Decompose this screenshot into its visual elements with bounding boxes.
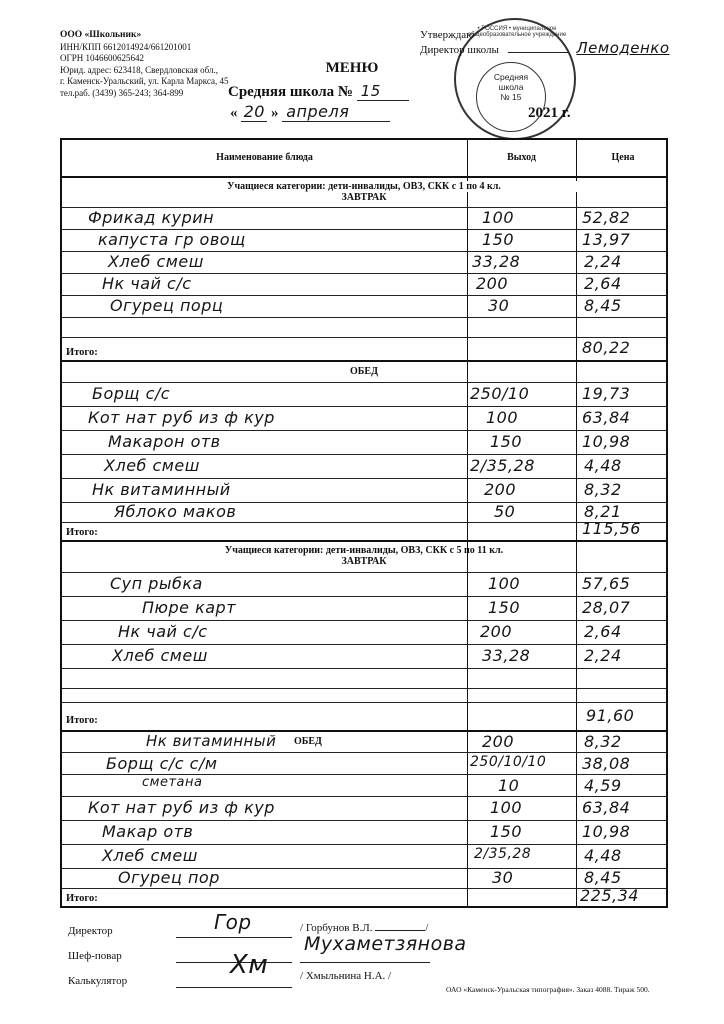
section-meal-lunch-1: ОБЕД [350,366,378,377]
stamp-ring-text: • РОССИЯ • муниципальное общеобразовательное учреждение [467,26,567,38]
calculator-sign-line [176,987,292,988]
dish-name: Нк витаминный [92,480,231,499]
dish-price: 2,24 [584,646,622,665]
director-approval-row [420,39,710,57]
dish-output: 10 [498,776,520,795]
row-divider [62,668,666,669]
row-divider [62,888,666,889]
row-divider [62,572,666,573]
org-ogrn: ОГРН 1046600625642 [60,53,144,63]
approval-block [420,29,710,57]
total-label: Итого: [66,715,98,726]
row-divider [62,317,666,318]
dish-name: Хлеб смеш [104,456,200,475]
director-name: / Горбунов В.Л. / [300,922,429,934]
approve-label: Утверждаю [420,29,475,41]
dish-output: 2/35,28 [474,846,532,862]
dish-price: 8,45 [584,296,622,315]
dish-price: 8,32 [584,732,622,751]
dish-name: Борщ с/с с/м [106,754,218,773]
section-divider [62,540,666,542]
date-open-quote: « [230,105,238,121]
section-divider [62,360,666,362]
dish-output: 100 [486,408,519,427]
row-divider [62,688,666,689]
chef-name-line [300,962,430,963]
dish-output: 200 [482,732,515,751]
org-phone: тел.раб. (3439) 365-243; 364-899 [60,87,184,98]
row-divider [62,844,666,845]
dish-price: 2,64 [584,622,622,641]
row-divider [62,382,666,383]
dish-name: Макарон отв [108,432,221,451]
calculator-name-text: Хмыльнина Н.А. [305,970,386,982]
row-divider [62,796,666,797]
printer-info: ОАО «Каменск-Уральская типография». Заказ 4088. Тираж 500. [446,985,650,994]
row-divider [62,820,666,821]
stamp-line-1: Средняя [493,72,529,82]
dish-output: 30 [488,296,510,315]
column-header-name: Наименование блюда [216,152,313,163]
total-value: 225,34 [580,886,639,905]
dish-name: Яблоко маков [114,502,237,521]
dish-name: Макар отв [102,822,194,841]
dish-price: 2,24 [584,252,622,271]
dish-price: 57,65 [582,574,631,593]
dish-output: 150 [488,598,521,617]
stamp-line-3: № 15 [500,92,522,102]
date-close-quote: » [271,105,279,121]
dish-name: сметана [142,775,203,790]
dish-name: Огурец пор [118,868,220,887]
dish-output: 200 [480,622,513,641]
section-meal-breakfast-2: ЗАВТРАК [341,556,387,567]
director-signature: Лемоденко [576,39,670,57]
dish-price: 10,98 [582,432,631,451]
date-day: 20 [241,102,267,122]
section-category-2: Учащиеся категории: дети-инвалиды, ОВЗ, СКК с 5 по 11 кл. [224,545,504,556]
chef-label: Шеф-повар [68,950,122,962]
dish-output: 150 [482,230,515,249]
dish-name: Хлеб смеш [108,252,204,271]
column-divider [467,140,468,906]
dish-output: 200 [476,274,509,293]
total-value: 91,60 [586,706,635,725]
row-divider [62,430,666,431]
dish-output: 50 [494,502,516,521]
calculator-signature: Хм [230,950,269,980]
school-number: 15 [357,82,409,101]
dish-name: Фрикад курин [88,208,215,227]
page-title: МЕНЮ [325,60,379,76]
dish-output: 100 [488,574,521,593]
approval-signature-line [508,52,568,53]
dish-name: Нк чай с/с [102,274,192,293]
section-meal-breakfast-1: ЗАВТРАК [341,192,387,203]
dish-price: 13,97 [582,230,631,249]
dish-name: Огурец порц [110,296,224,315]
date-month: апреля [282,102,390,122]
dish-name: Нк чай с/с [118,622,208,641]
total-value: 80,22 [582,338,631,357]
org-address-1: Юрид. адрес: 623418, Свердловская обл., [60,64,218,75]
school-heading [228,82,409,101]
dish-output: 100 [490,798,523,817]
dish-price: 28,07 [582,598,631,617]
dish-name: Хлеб смеш [102,846,198,865]
dish-price: 4,48 [584,456,622,475]
dish-price: 52,82 [582,208,631,227]
dish-output: 150 [490,822,523,841]
total-value: 115,56 [582,519,641,538]
section-meal-lunch-2: ОБЕД [294,736,322,747]
dish-name: Суп рыбка [110,574,203,593]
dish-price: 19,73 [582,384,631,403]
row-divider [62,596,666,597]
total-label: Итого: [66,527,98,538]
director-name-text: Горбунов В.Л. [305,922,373,934]
row-divider [62,406,666,407]
dish-name: Нк витаминный [146,732,277,750]
total-label: Итого: [66,893,98,904]
director-sign-line [176,937,292,938]
date-year-suffix: г. [561,105,571,121]
dish-price: 38,08 [582,754,631,773]
dish-output: 150 [490,432,523,451]
dish-output: 2/35,28 [470,456,535,475]
dish-price: 63,84 [582,408,631,427]
chef-signature: Мухаметзянова [304,933,467,955]
dish-output: 250/10 [470,384,530,403]
dish-name: капуста гр овощ [98,230,246,249]
menu-table [60,138,668,908]
section-category-1: Учащиеся категории: дети-инвалиды, ОВЗ, СКК с 1 по 4 кл. [62,181,666,192]
row-divider [62,454,666,455]
dish-price: 4,48 [584,846,622,865]
dish-price: 2,64 [584,274,622,293]
dish-name: Хлеб смеш [112,646,208,665]
row-divider [62,620,666,621]
dish-name: Кот нат руб из ф кур [88,408,275,427]
stamp-center [480,72,542,102]
dish-output: 30 [492,868,514,887]
row-divider [62,337,666,338]
row-divider [62,752,666,753]
row-divider [62,522,666,523]
director-label: Директор [68,925,113,937]
column-header-price: Цена [611,152,635,163]
org-inn: ИНН/КПП 6612014924/661201001 [60,41,192,52]
dish-output: 33,28 [482,646,531,665]
dish-name: Кот нат руб из ф кур [88,798,275,817]
column-divider [576,140,577,906]
dish-name: Борщ с/с [92,384,171,403]
calculator-name: / Хмыльнина Н.А. / [300,970,392,982]
dish-price: 10,98 [582,822,631,841]
stamp-line-2: школа [498,82,524,92]
school-label: Средняя школа № [228,84,353,100]
dish-price: 8,21 [584,502,622,521]
dish-name: Пюре карт [142,598,237,617]
dish-price: 8,32 [584,480,622,499]
header-divider [62,176,666,178]
director-school-label: Директор школы [420,44,499,56]
dish-output: 100 [482,208,515,227]
dish-output: 250/10/10 [470,754,547,770]
dish-price: 63,84 [582,798,631,817]
dish-output: 33,28 [472,252,521,271]
org-name: ООО «Школьник» [60,30,142,40]
column-header-output: Выход [507,152,536,163]
org-address-2: г. Каменск-Уральский, ул. Карла Маркса, 45 [60,76,229,86]
dish-output: 200 [484,480,517,499]
row-divider [62,478,666,479]
dish-price: 4,59 [584,776,622,795]
total-label: Итого: [66,347,98,358]
row-divider [62,702,666,703]
menu-date [230,102,571,122]
calculator-label: Калькулятор [68,975,128,987]
date-year: 2021 [528,105,558,121]
row-divider [62,644,666,645]
dish-price: 8,45 [584,868,622,887]
director-signature: Гор [214,910,252,934]
